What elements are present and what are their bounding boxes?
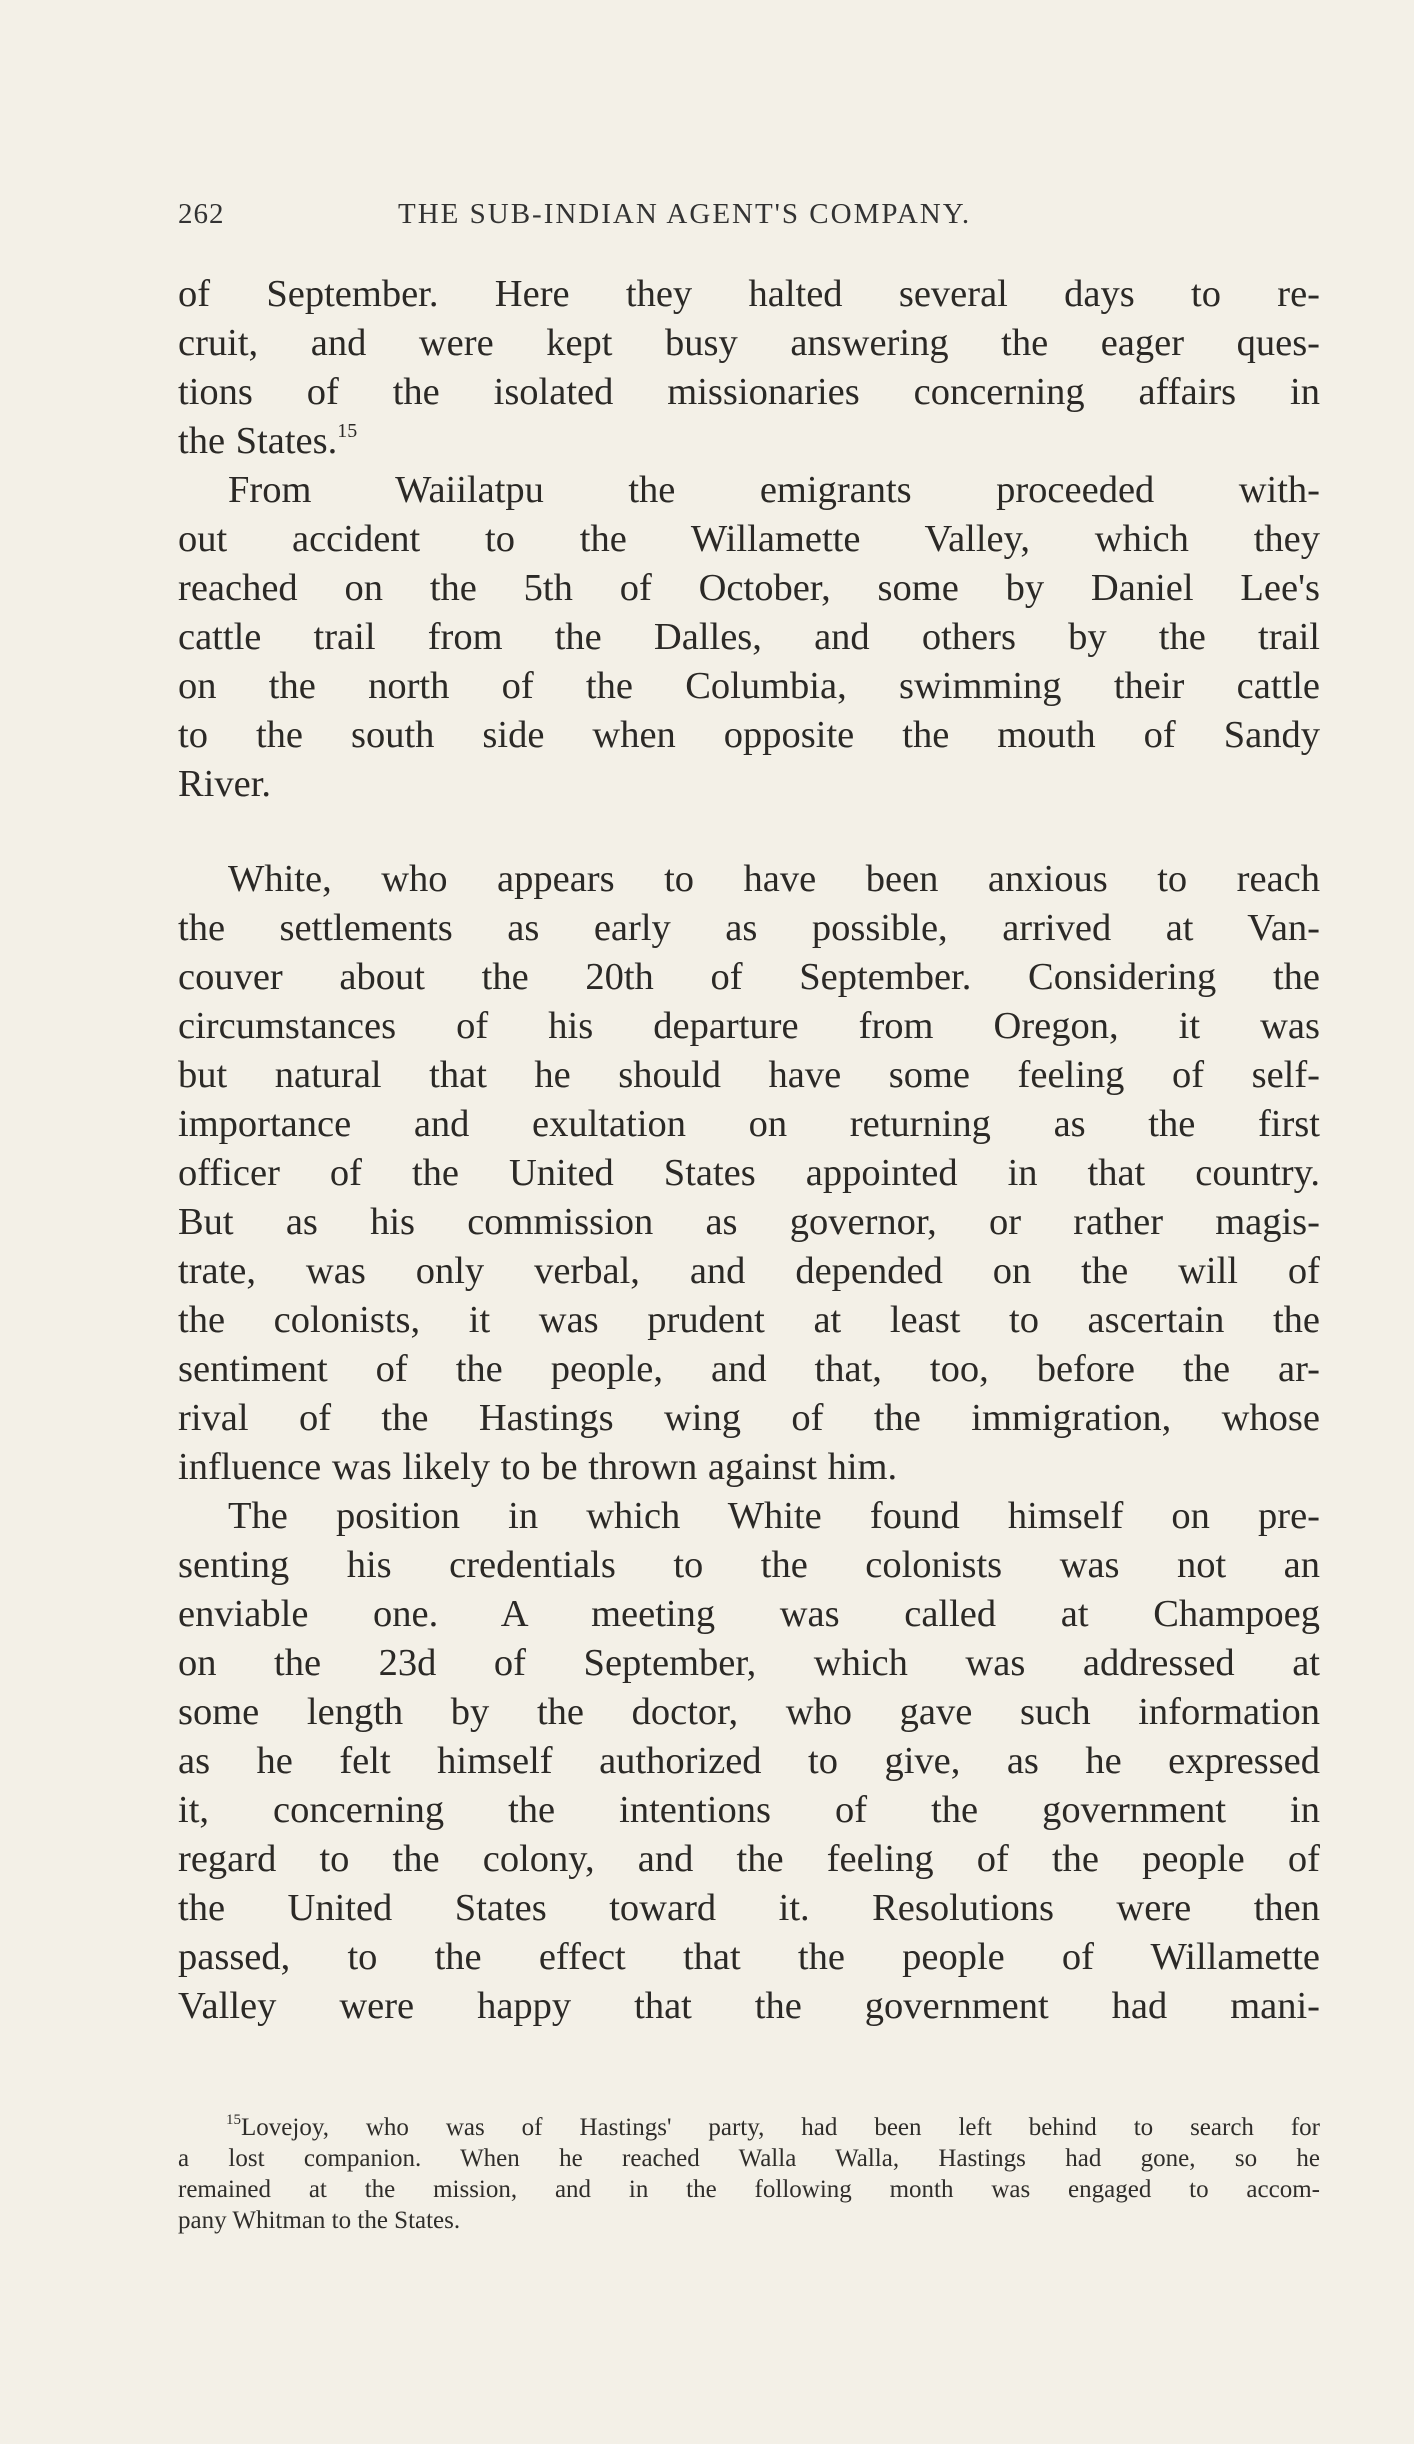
paragraph-gap <box>178 809 1320 855</box>
text-line: circumstances of his departure from Oregon, it was <box>178 1005 1320 1047</box>
footnote-line: a lost companion. When he reached Walla Walla, Hastings had gone, so he <box>178 2145 1320 2172</box>
text-line: trate, was only verbal, and depended on the will of <box>178 1250 1320 1292</box>
footnote <box>178 2112 1320 2236</box>
text-line: enviable one. A meeting was called at Champoeg <box>178 1593 1320 1635</box>
text-line: The position in which White found himself on pre- <box>228 1495 1320 1537</box>
text-line: tions of the isolated missionaries concerning affairs in <box>178 371 1320 413</box>
text-line: out accident to the Willamette Valley, which they <box>178 518 1320 560</box>
text-line: passed, to the effect that the people of Willamette <box>178 1936 1320 1978</box>
text-line: sentiment of the people, and that, too, before the ar- <box>178 1348 1320 1390</box>
text-line: the colonists, it was prudent at least to ascertain the <box>178 1299 1320 1341</box>
text-line: to the south side when opposite the mouth of Sandy <box>178 714 1320 756</box>
text-line: it, concerning the intentions of the government in <box>178 1789 1320 1831</box>
text-line: importance and exultation on returning as the first <box>178 1103 1320 1145</box>
text-line: But as his commission as governor, or rather magis- <box>178 1201 1320 1243</box>
text-line: the United States toward it. Resolutions were then <box>178 1887 1320 1929</box>
text-line: reached on the 5th of October, some by Daniel Lee's <box>178 567 1320 609</box>
text-line: regard to the colony, and the feeling of the people of <box>178 1838 1320 1880</box>
text-line: as he felt himself authorized to give, as he expressed <box>178 1740 1320 1782</box>
text-line: Valley were happy that the government had mani- <box>178 1985 1320 2027</box>
footnote-line: remained at the mission, and in the following month was engaged to accom- <box>178 2176 1320 2203</box>
footnote-line-content: Lovejoy, who was of Hastings' party, had been left behind to search for <box>241 2114 1320 2141</box>
text-line: cruit, and were kept busy answering the eager ques- <box>178 322 1320 364</box>
footnote-line: pany Whitman to the States. <box>178 2207 461 2234</box>
text-line: couver about the 20th of September. Considering the <box>178 956 1320 998</box>
footnote-marker: 15 <box>226 2112 241 2128</box>
text-line: influence was likely to be thrown against him. <box>178 1446 898 1488</box>
main-text <box>178 270 1320 2031</box>
text-line: rival of the Hastings wing of the immigration, whose <box>178 1397 1320 1439</box>
text-line <box>178 417 1320 466</box>
running-header <box>178 198 1328 238</box>
text-line: of September. Here they halted several days to re- <box>178 273 1320 315</box>
text-line: on the 23d of September, which was addressed at <box>178 1642 1320 1684</box>
text-line: cattle trail from the Dalles, and others by the trail <box>178 616 1320 658</box>
text-line: some length by the doctor, who gave such information <box>178 1691 1320 1733</box>
page-number: 262 <box>178 198 225 230</box>
text-line: River. <box>178 763 272 805</box>
text-line: White, who appears to have been anxious to reach <box>228 858 1320 900</box>
text-line-content: the States. <box>178 420 338 462</box>
text-line: on the north of the Columbia, swimming their cattle <box>178 665 1320 707</box>
footnote-ref: 15 <box>337 420 358 442</box>
text-line: senting his credentials to the colonists was not an <box>178 1544 1320 1586</box>
text-line: From Waiilatpu the emigrants proceeded with- <box>228 469 1320 511</box>
text-line: officer of the United States appointed in that country. <box>178 1152 1320 1194</box>
text-line: the settlements as early as possible, arrived at Van- <box>178 907 1320 949</box>
running-title: THE SUB-INDIAN AGENT'S COMPANY. <box>398 198 972 230</box>
text-line: but natural that he should have some feeling of self- <box>178 1054 1320 1096</box>
footnote-line <box>178 2112 1320 2143</box>
